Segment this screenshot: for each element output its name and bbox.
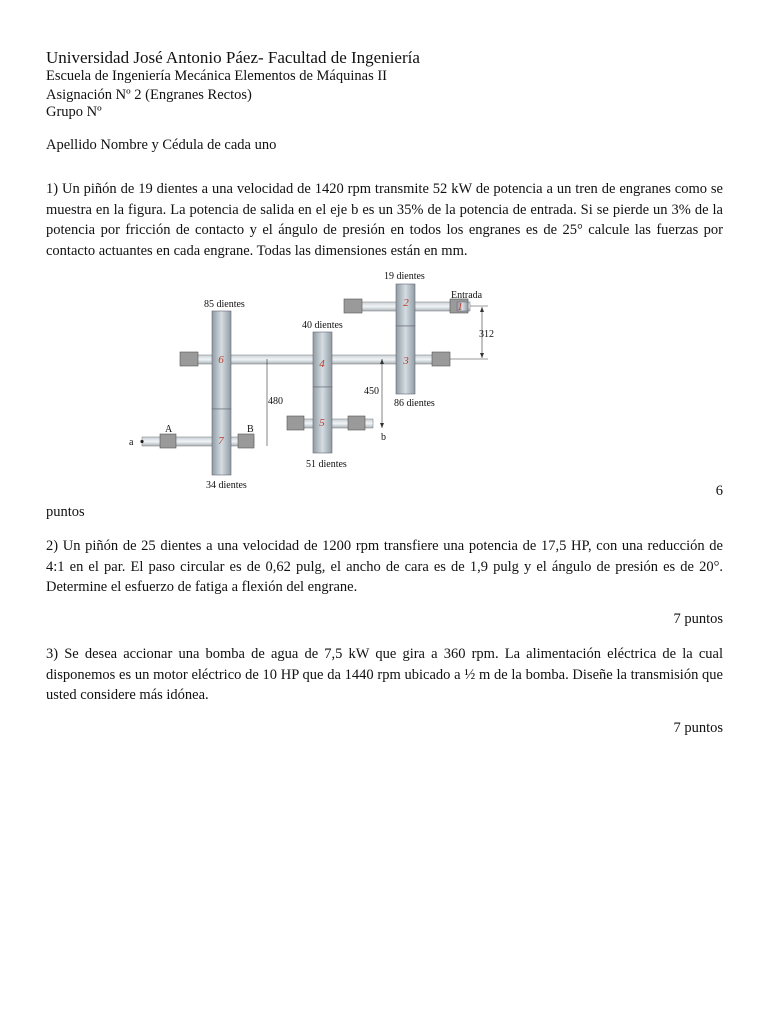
gear-number-3: 3 <box>403 355 409 367</box>
label-51-dientes: 51 dientes <box>306 459 347 470</box>
label-shaft-a: a <box>129 437 134 448</box>
gear-number-6: 6 <box>218 354 224 366</box>
shaft-a <box>142 437 254 446</box>
bearing-top-left <box>344 299 362 313</box>
school-line: Escuela de Ingeniería Mecánica Elementos de Máquinas II <box>46 68 388 84</box>
label-480: 480 <box>268 396 283 407</box>
names-line: Apellido Nombre y Cédula de cada uno <box>46 137 277 153</box>
bearing-b-left <box>287 416 304 430</box>
label-19-dientes: 19 dientes <box>384 271 425 282</box>
problem-2-points: 7 puntos <box>673 611 723 627</box>
label-40-dientes: 40 dientes <box>302 320 343 331</box>
gear-number-2: 2 <box>403 297 409 309</box>
bearing-A <box>160 434 176 448</box>
university-title: Universidad José Antonio Páez- Facultad de Ingeniería <box>46 48 420 67</box>
label-34-dientes: 34 dientes <box>206 480 247 491</box>
problem-3-text: 3) Se desea accionar una bomba de agua de 7,5 kW que gira a 360 rpm. La alimentación eléctrica de la cual disponemos es un motor eléctrico de 10 HP que da 1440 rpm ubicado a ½ m de la bomba. Diseñe la transmisión que usted considere más idónea. <box>46 646 723 704</box>
shaft-a-end <box>140 440 143 443</box>
bearing-mid-left <box>180 352 198 366</box>
gear-number-5: 5 <box>319 417 325 429</box>
gear-train-figure <box>120 266 500 496</box>
problem-2-text: 2) Un piñón de 25 dientes a una velocidad de 1200 rpm transfiere una potencia de 17,5 HP, con una reducción de 4:1 en el par. El paso circular es de 0,62 pulg, el ancho de cara es de 1,9 pulg y el ángulo de presión es de 20°. Determine el esfuerzo de fatiga a flexión del engrane. <box>46 538 723 596</box>
label-bearing-B: B <box>247 424 254 435</box>
gear-number-4: 4 <box>319 358 325 370</box>
bearing-B <box>238 434 254 448</box>
label-86-dientes: 86 dientes <box>394 398 435 409</box>
label-bearing-A: A <box>165 424 173 435</box>
gear-number-1: 1 <box>457 301 463 313</box>
label-85-dientes: 85 dientes <box>204 299 245 310</box>
problem-3-points: 7 puntos <box>673 720 723 736</box>
problem-1-points-word: puntos <box>46 504 85 520</box>
problem-1-points-number: 6 <box>715 483 723 499</box>
assignment-line: Asignación Nº 2 (Engranes Rectos) <box>46 87 252 103</box>
bearing-b-right <box>348 416 365 430</box>
label-shaft-b: b <box>381 432 386 443</box>
label-450: 450 <box>364 386 379 397</box>
problem-1-text: 1) Un piñón de 19 dientes a una velocidad de 1420 rpm transmite 52 kW de potencia a un tren de engranes como se muestra en la figura. La potencia de salida en el eje b es un 35% de la potencia de entrada. Si se pierde un 3% de la potencia por fricción de contacto y el ángulo de presión en todos los engranes es de 25° calcule las fuerzas por contacto actuantes en cada engrane. Todas las dimensiones están en mm. <box>46 181 723 259</box>
group-line: Grupo Nº <box>46 104 102 120</box>
label-entrada: Entrada <box>451 290 483 301</box>
bearing-mid-right <box>432 352 450 366</box>
label-312: 312 <box>479 329 494 340</box>
gear-number-7: 7 <box>218 435 224 447</box>
